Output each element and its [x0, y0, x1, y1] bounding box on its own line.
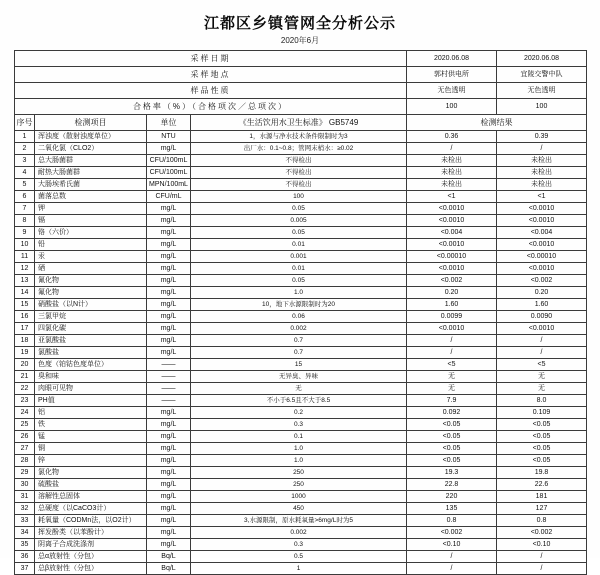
cell-item: 四氯化碳: [35, 323, 147, 335]
cell-unit: mg/L: [147, 407, 191, 419]
cell-result-site2: 未检出: [497, 167, 587, 179]
cell-index: 8: [15, 215, 35, 227]
cell-result-site1: <0.0010: [407, 323, 497, 335]
cell-result-site1: 0.092: [407, 407, 497, 419]
cell-standard: 0.001: [191, 251, 407, 263]
cell-result-site2: <0.0010: [497, 323, 587, 335]
cell-result-site1: 1.60: [407, 299, 497, 311]
table-row: [15, 527, 587, 539]
cell-result-site1: <0.002: [407, 275, 497, 287]
cell-item: 钾: [35, 203, 147, 215]
cell-item: 硒: [35, 263, 147, 275]
cell-unit: mg/L: [147, 275, 191, 287]
cell-index: 2: [15, 143, 35, 155]
cell-index: 6: [15, 191, 35, 203]
cell-unit: CFU/100mL: [147, 155, 191, 167]
table-row: [15, 503, 587, 515]
cell-unit: ——: [147, 371, 191, 383]
cell-unit: mg/L: [147, 239, 191, 251]
cell-result-site2: <0.002: [497, 527, 587, 539]
cell-result-site2: <0.0010: [497, 215, 587, 227]
cell-result-site1: 未检出: [407, 167, 497, 179]
cell-unit: mg/L: [147, 467, 191, 479]
cell-result-site1: 7.9: [407, 395, 497, 407]
cell-index: 18: [15, 335, 35, 347]
cell-item: 铜: [35, 443, 147, 455]
cell-unit: mg/L: [147, 419, 191, 431]
cell-standard: 0.002: [191, 527, 407, 539]
cell-unit: mg/L: [147, 347, 191, 359]
header-row-pass-rate: [15, 99, 587, 115]
cell-result-site1: 未检出: [407, 155, 497, 167]
table-row: [15, 191, 587, 203]
cell-result-site1: 0.20: [407, 287, 497, 299]
cell-standard: 0.05: [191, 275, 407, 287]
cell-result-site2: 0.20: [497, 287, 587, 299]
header-row-sampling-date: [15, 51, 587, 67]
cell-item: 色度（铂钴色度单位）: [35, 359, 147, 371]
analysis-table: [14, 50, 587, 575]
cell-result-site2: <0.10: [497, 539, 587, 551]
cell-index: 21: [15, 371, 35, 383]
cell-item: 总大肠菌群: [35, 155, 147, 167]
cell-result-site2: <0.05: [497, 443, 587, 455]
cell-result-site1: <5: [407, 359, 497, 371]
cell-item: 硝酸盐（以N计）: [35, 299, 147, 311]
col-standard: 《生活饮用水卫生标准》 GB5749: [191, 115, 407, 131]
cell-item: 二氧化氯（CLO2）: [35, 143, 147, 155]
cell-result-site1: 0.36: [407, 131, 497, 143]
cell-standard: 无异臭、异味: [191, 371, 407, 383]
cell-unit: mg/L: [147, 215, 191, 227]
cell-result-site1: 220: [407, 491, 497, 503]
cell-result-site1: <0.05: [407, 419, 497, 431]
cell-result-site1: 135: [407, 503, 497, 515]
cell-index: 10: [15, 239, 35, 251]
cell-unit: mg/L: [147, 311, 191, 323]
header-value-site1: 100: [407, 99, 497, 115]
cell-standard: 0.06: [191, 311, 407, 323]
cell-result-site1: 未检出: [407, 179, 497, 191]
cell-item: 氰化物: [35, 275, 147, 287]
cell-unit: mg/L: [147, 263, 191, 275]
cell-index: 11: [15, 251, 35, 263]
cell-result-site2: <0.00010: [497, 251, 587, 263]
cell-standard: 0.002: [191, 323, 407, 335]
cell-index: 19: [15, 347, 35, 359]
cell-unit: mg/L: [147, 455, 191, 467]
cell-unit: mg/L: [147, 335, 191, 347]
cell-unit: mg/L: [147, 203, 191, 215]
cell-result-site1: <0.0010: [407, 203, 497, 215]
header-value-site2: 100: [497, 99, 587, 115]
table-row: [15, 491, 587, 503]
cell-standard: 10，地下水源限制时为20: [191, 299, 407, 311]
cell-result-site1: <0.05: [407, 455, 497, 467]
table-row: [15, 431, 587, 443]
cell-unit: mg/L: [147, 443, 191, 455]
cell-result-site2: 22.6: [497, 479, 587, 491]
cell-index: 36: [15, 551, 35, 563]
cell-standard: 0.5: [191, 551, 407, 563]
col-unit: 单位: [147, 115, 191, 131]
cell-unit: mg/L: [147, 431, 191, 443]
cell-standard: 1，水源与净水技术条件限制时为3: [191, 131, 407, 143]
cell-unit: mg/L: [147, 527, 191, 539]
cell-result-site1: /: [407, 143, 497, 155]
cell-result-site1: 0.0099: [407, 311, 497, 323]
cell-result-site1: <0.0010: [407, 263, 497, 275]
page-title: 江都区乡镇管网全分析公示: [203, 15, 396, 32]
cell-result-site2: /: [497, 551, 587, 563]
table-row: [15, 251, 587, 263]
table-row: [15, 167, 587, 179]
cell-standard: 0.05: [191, 227, 407, 239]
cell-index: 30: [15, 479, 35, 491]
header-label: 合格率（%）（合格项次／总项次）: [15, 99, 407, 115]
cell-result-site2: <1: [497, 191, 587, 203]
cell-item: 锌: [35, 455, 147, 467]
header-label: 采样地点: [15, 67, 407, 83]
cell-unit: mg/L: [147, 491, 191, 503]
cell-item: 阴离子合成洗涤剂: [35, 539, 147, 551]
cell-result-site2: 8.0: [497, 395, 587, 407]
cell-result-site1: <0.05: [407, 443, 497, 455]
table-row: [15, 131, 587, 143]
cell-unit: mg/L: [147, 323, 191, 335]
cell-standard: 0.01: [191, 239, 407, 251]
table-row: [15, 323, 587, 335]
cell-result-site2: <5: [497, 359, 587, 371]
cell-item: 亚氯酸盐: [35, 335, 147, 347]
table-row: [15, 275, 587, 287]
cell-item: 耐热大肠菌群: [35, 167, 147, 179]
cell-standard: 15: [191, 359, 407, 371]
col-item: 检测项目: [35, 115, 147, 131]
cell-item: 浑浊度（散射浊度单位）: [35, 131, 147, 143]
cell-item: 挥发酚类（以苯酚计）: [35, 527, 147, 539]
header-value-site2: 无色透明: [497, 83, 587, 99]
cell-result-site2: 0.8: [497, 515, 587, 527]
cell-unit: mg/L: [147, 515, 191, 527]
cell-standard: 不得检出: [191, 155, 407, 167]
cell-result-site1: <1: [407, 191, 497, 203]
table-row: [15, 455, 587, 467]
cell-unit: ——: [147, 395, 191, 407]
column-header-row: [15, 115, 587, 131]
cell-result-site1: <0.004: [407, 227, 497, 239]
table-row: [15, 371, 587, 383]
table-row: [15, 395, 587, 407]
cell-standard: 250: [191, 479, 407, 491]
cell-unit: ——: [147, 359, 191, 371]
cell-unit: mg/L: [147, 539, 191, 551]
cell-item: 铅: [35, 239, 147, 251]
table-row: [15, 227, 587, 239]
cell-unit: NTU: [147, 131, 191, 143]
cell-standard: 不得检出: [191, 167, 407, 179]
cell-result-site2: 未检出: [497, 155, 587, 167]
cell-result-site1: <0.10: [407, 539, 497, 551]
cell-item: 总硬度（以CaCO3计）: [35, 503, 147, 515]
cell-standard: 0.7: [191, 347, 407, 359]
cell-result-site2: /: [497, 563, 587, 575]
cell-index: 32: [15, 503, 35, 515]
table-row: [15, 383, 587, 395]
table-row: [15, 179, 587, 191]
cell-result-site2: /: [497, 143, 587, 155]
cell-standard: 不小于6.5且不大于8.5: [191, 395, 407, 407]
cell-item: 铝: [35, 407, 147, 419]
cell-item: PH值: [35, 395, 147, 407]
cell-index: 5: [15, 179, 35, 191]
cell-result-site2: 无: [497, 383, 587, 395]
table-row: [15, 155, 587, 167]
col-result: 检测结果: [407, 115, 587, 131]
cell-index: 1: [15, 131, 35, 143]
cell-standard: 0.005: [191, 215, 407, 227]
cell-result-site2: 0.39: [497, 131, 587, 143]
cell-item: 总α放射性（分包）: [35, 551, 147, 563]
cell-unit: mg/L: [147, 299, 191, 311]
cell-index: 33: [15, 515, 35, 527]
cell-index: 7: [15, 203, 35, 215]
header-label: 采样日期: [15, 51, 407, 67]
cell-result-site1: 22.8: [407, 479, 497, 491]
cell-index: 37: [15, 563, 35, 575]
table-row: [15, 239, 587, 251]
cell-result-site2: <0.05: [497, 431, 587, 443]
table-row: [15, 263, 587, 275]
cell-item: 溶解性总固体: [35, 491, 147, 503]
cell-index: 14: [15, 287, 35, 299]
cell-item: 菌落总数: [35, 191, 147, 203]
table-row: [15, 515, 587, 527]
cell-standard: 250: [191, 467, 407, 479]
page-subtitle: 2020年6月: [280, 36, 320, 45]
cell-index: 15: [15, 299, 35, 311]
table-row: [15, 551, 587, 563]
header-value-site2: 宜陵交警中队: [497, 67, 587, 83]
table-row: [15, 311, 587, 323]
cell-index: 29: [15, 467, 35, 479]
cell-item: 铁: [35, 419, 147, 431]
cell-result-site1: 无: [407, 383, 497, 395]
cell-item: 耗氧量（CODMn法，以O2计）: [35, 515, 147, 527]
cell-result-site2: 0.0090: [497, 311, 587, 323]
cell-unit: mg/L: [147, 227, 191, 239]
cell-item: 锰: [35, 431, 147, 443]
cell-item: 肉眼可见物: [35, 383, 147, 395]
table-row: [15, 467, 587, 479]
table-row: [15, 479, 587, 491]
cell-standard: 450: [191, 503, 407, 515]
cell-unit: mg/L: [147, 503, 191, 515]
header-row-sampling-location: [15, 67, 587, 83]
cell-index: 27: [15, 443, 35, 455]
cell-index: 13: [15, 275, 35, 287]
cell-result-site1: /: [407, 347, 497, 359]
cell-result-site1: <0.00010: [407, 251, 497, 263]
cell-standard: 100: [191, 191, 407, 203]
cell-standard: 出厂水：0.1~0.8；管网末梢水：≥0.02: [191, 143, 407, 155]
table-row: [15, 563, 587, 575]
table-row: [15, 539, 587, 551]
cell-unit: Bq/L: [147, 563, 191, 575]
header-label: 样品性质: [15, 83, 407, 99]
cell-result-site2: <0.004: [497, 227, 587, 239]
table-row: [15, 347, 587, 359]
cell-item: 氯酸盐: [35, 347, 147, 359]
header-row-sample-property: [15, 83, 587, 99]
cell-unit: mg/L: [147, 143, 191, 155]
col-index: 序号: [15, 115, 35, 131]
cell-index: 25: [15, 419, 35, 431]
cell-index: 4: [15, 167, 35, 179]
cell-item: 镉: [35, 215, 147, 227]
cell-unit: mg/L: [147, 479, 191, 491]
cell-index: 12: [15, 263, 35, 275]
cell-index: 16: [15, 311, 35, 323]
cell-result-site2: /: [497, 347, 587, 359]
cell-result-site1: <0.0010: [407, 239, 497, 251]
cell-result-site1: /: [407, 551, 497, 563]
table-row: [15, 299, 587, 311]
cell-index: 22: [15, 383, 35, 395]
table-row: [15, 407, 587, 419]
cell-unit: CFU/100mL: [147, 167, 191, 179]
cell-result-site1: /: [407, 563, 497, 575]
cell-index: 28: [15, 455, 35, 467]
table-row: [15, 419, 587, 431]
cell-standard: 1.0: [191, 443, 407, 455]
cell-item: 氟化物: [35, 287, 147, 299]
cell-result-site1: 无: [407, 371, 497, 383]
cell-index: 31: [15, 491, 35, 503]
cell-standard: 1: [191, 563, 407, 575]
table-row: [15, 203, 587, 215]
cell-index: 20: [15, 359, 35, 371]
cell-unit: MPN/100mL: [147, 179, 191, 191]
cell-standard: 1000: [191, 491, 407, 503]
cell-result-site1: <0.05: [407, 431, 497, 443]
cell-result-site2: 127: [497, 503, 587, 515]
header-value-site1: 无色透明: [407, 83, 497, 99]
cell-item: 臭和味: [35, 371, 147, 383]
cell-index: 9: [15, 227, 35, 239]
cell-standard: 不得检出: [191, 179, 407, 191]
cell-standard: 0.01: [191, 263, 407, 275]
cell-result-site1: 0.8: [407, 515, 497, 527]
header-value-site1: 2020.06.08: [407, 51, 497, 67]
cell-result-site2: 0.109: [497, 407, 587, 419]
cell-unit: CFU/mL: [147, 191, 191, 203]
cell-result-site2: 无: [497, 371, 587, 383]
cell-result-site1: <0.002: [407, 527, 497, 539]
cell-result-site2: 19.8: [497, 467, 587, 479]
cell-item: 三氯甲烷: [35, 311, 147, 323]
cell-index: 24: [15, 407, 35, 419]
cell-item: 铬（六价）: [35, 227, 147, 239]
cell-standard: 0.3: [191, 539, 407, 551]
cell-item: 大肠埃希氏菌: [35, 179, 147, 191]
cell-item: 氯化物: [35, 467, 147, 479]
cell-item: 汞: [35, 251, 147, 263]
cell-unit: ——: [147, 383, 191, 395]
cell-result-site2: <0.05: [497, 419, 587, 431]
table-row: [15, 143, 587, 155]
cell-standard: 0.05: [191, 203, 407, 215]
table-row: [15, 335, 587, 347]
cell-result-site2: 未检出: [497, 179, 587, 191]
cell-standard: 无: [191, 383, 407, 395]
cell-standard: 0.7: [191, 335, 407, 347]
cell-item: 硫酸盐: [35, 479, 147, 491]
cell-index: 17: [15, 323, 35, 335]
cell-standard: 0.1: [191, 431, 407, 443]
cell-result-site2: /: [497, 335, 587, 347]
cell-unit: mg/L: [147, 287, 191, 299]
cell-index: 23: [15, 395, 35, 407]
table-row: [15, 287, 587, 299]
cell-result-site2: <0.0010: [497, 203, 587, 215]
cell-result-site2: 1.60: [497, 299, 587, 311]
cell-result-site1: <0.0010: [407, 215, 497, 227]
table-row: [15, 215, 587, 227]
table-row: [15, 443, 587, 455]
table-row: [15, 359, 587, 371]
cell-result-site1: /: [407, 335, 497, 347]
cell-unit: mg/L: [147, 251, 191, 263]
cell-result-site2: <0.0010: [497, 239, 587, 251]
cell-result-site2: <0.0010: [497, 263, 587, 275]
cell-result-site2: 181: [497, 491, 587, 503]
cell-index: 3: [15, 155, 35, 167]
cell-result-site1: 19.3: [407, 467, 497, 479]
cell-index: 35: [15, 539, 35, 551]
header-value-site1: 郭村供电所: [407, 67, 497, 83]
cell-item: 总β放射性（分包）: [35, 563, 147, 575]
cell-standard: 1.0: [191, 287, 407, 299]
cell-standard: 0.3: [191, 419, 407, 431]
cell-standard: 1.0: [191, 455, 407, 467]
header-value-site2: 2020.06.08: [497, 51, 587, 67]
cell-index: 26: [15, 431, 35, 443]
cell-standard: 0.2: [191, 407, 407, 419]
cell-index: 34: [15, 527, 35, 539]
cell-unit: Bq/L: [147, 551, 191, 563]
cell-standard: 3,水源限制，原水耗氧量>6mg/L时为5: [191, 515, 407, 527]
cell-result-site2: <0.002: [497, 275, 587, 287]
cell-result-site2: <0.05: [497, 455, 587, 467]
